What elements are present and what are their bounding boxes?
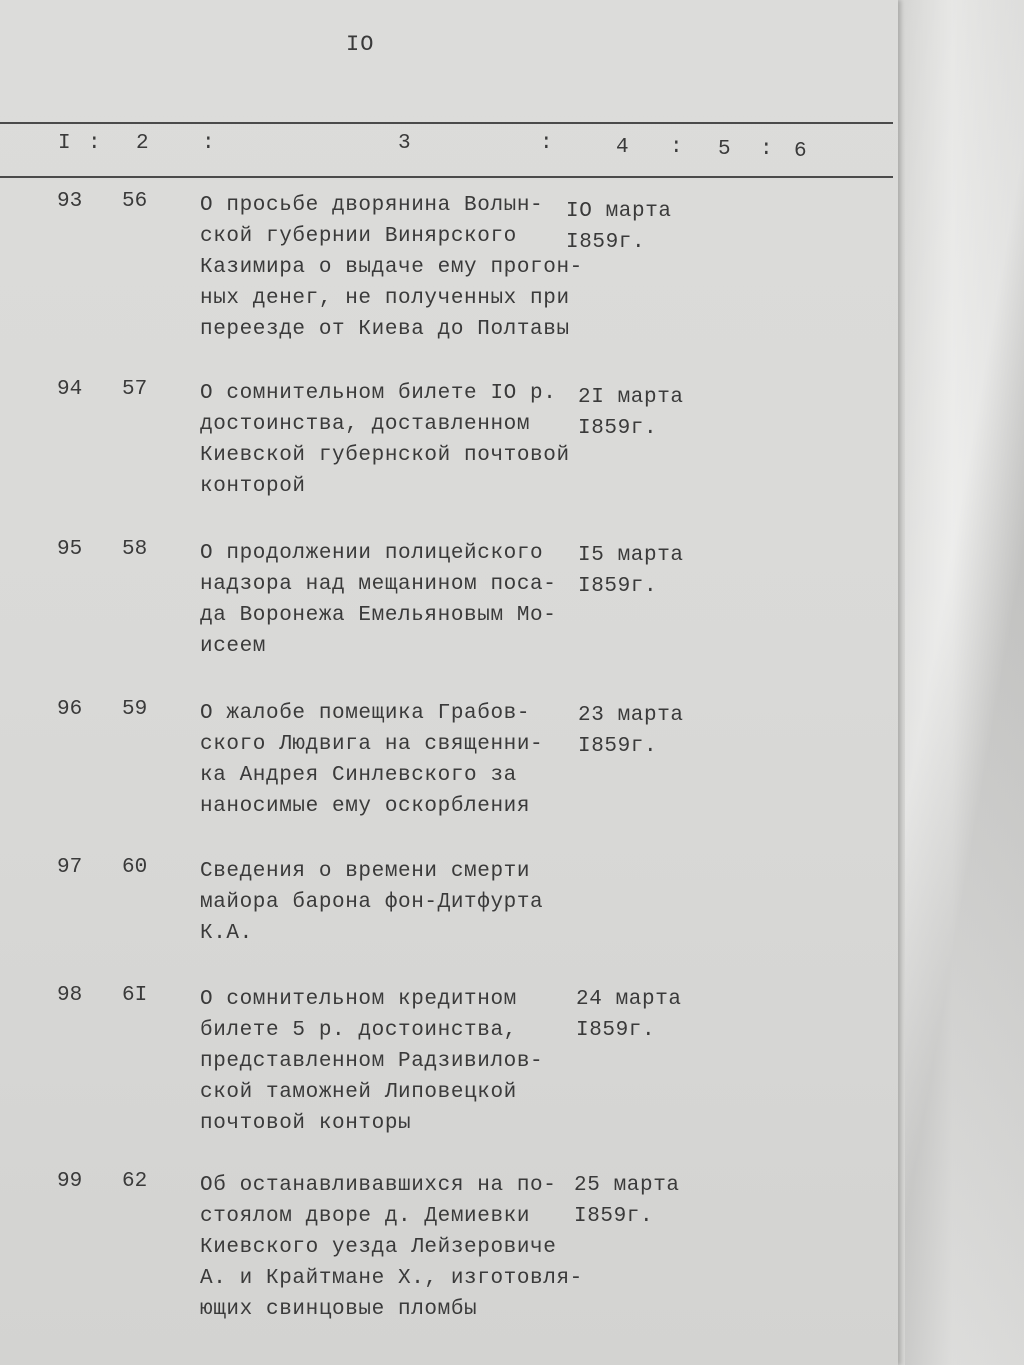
title-line: представленном Радзивилов- [200,1050,544,1073]
title-line: О продолжении полицейского [200,542,544,565]
title-line: почтовой конторы [200,1112,412,1135]
title-line: переезде от Киева до Полтавы [200,318,570,341]
title-line: Киевской губернской почтовой [200,444,570,467]
title-line: Казимира о выдаче ему прогон- [200,256,583,279]
case-number: 59 [122,698,148,721]
title-line: да Воронежа Емельяновым Мо- [200,604,557,627]
page-number: IO [346,32,375,57]
title-line: Киевского уезда Лейзеровиче [200,1236,557,1259]
date-year: I859г. [578,575,658,598]
entry-date [578,382,684,444]
column-separator: : [202,132,216,155]
column-header-3: 3 [398,132,412,155]
title-line: ка Андрея Синлевского за [200,764,517,787]
title-line: Об останавливавшихся на по- [200,1174,557,1197]
header-rule-top [0,122,893,124]
entry-number: 98 [57,984,83,1007]
entry-date [574,1170,680,1232]
entry-title [200,698,543,822]
case-number: 56 [122,190,148,213]
date-day: I5 марта [578,544,684,567]
entry-title [200,190,583,345]
case-number: 57 [122,378,148,401]
case-number: 62 [122,1170,148,1193]
title-line: ской таможней Липовецкой [200,1081,517,1104]
title-line: О просьбе дворянина Волын- [200,194,544,217]
title-line: достоинства, доставленном [200,413,531,436]
title-line: исеем [200,635,267,658]
entry-title [200,984,543,1139]
date-year: I859г. [578,417,658,440]
date-day: IO марта [566,200,672,223]
entry-title [200,1170,583,1325]
entry-title [200,378,570,502]
entry-date [578,700,684,762]
column-separator: : [670,136,684,159]
date-day: 23 марта [578,704,684,727]
entry-number: 96 [57,698,83,721]
column-header-1: I [58,132,72,155]
case-number: 58 [122,538,148,561]
title-line: ющих свинцовые пломбы [200,1298,478,1321]
date-year: I859г. [574,1205,654,1228]
date-day: 25 марта [574,1174,680,1197]
column-separator: : [760,138,774,161]
entry-number: 95 [57,538,83,561]
column-separator: : [88,132,102,155]
date-day: 24 марта [576,988,682,1011]
title-line: Сведения о времени смерти [200,860,531,883]
title-line: билете 5 р. достоинства, [200,1019,517,1042]
entry-date [576,984,682,1046]
title-line: стоялом дворе д. Демиевки [200,1205,531,1228]
column-separator: : [540,132,554,155]
entry-title [200,538,556,662]
header-rule-bottom [0,176,893,178]
entry-number: 94 [57,378,83,401]
title-line: О сомнительном кредитном [200,988,517,1011]
case-number: 60 [122,856,148,879]
column-header-6: 6 [794,140,808,163]
column-header-5: 5 [718,138,732,161]
entry-number: 99 [57,1170,83,1193]
entry-number: 97 [57,856,83,879]
paper-fold [905,0,1024,1365]
entry-date [578,540,684,602]
entry-title [200,856,543,949]
entry-number: 93 [57,190,83,213]
title-line: ской губернии Винярского [200,225,517,248]
title-line: надзора над мещанином поса- [200,573,557,596]
column-header-4: 4 [616,136,630,159]
title-line: А. и Крайтмане Х., изготовля- [200,1267,583,1290]
title-line: конторой [200,475,306,498]
entry-date [566,196,672,258]
title-line: О жалобе помещика Грабов- [200,702,531,725]
date-day: 2I марта [578,386,684,409]
title-line: К.А. [200,922,253,945]
date-year: I859г. [578,735,658,758]
title-line: О сомнительном билете IO р. [200,382,557,405]
title-line: ных денег, не полученных при [200,287,570,310]
title-line: майора барона фон-Дитфурта [200,891,544,914]
title-line: ского Людвига на священни- [200,733,544,756]
date-year: I859г. [576,1019,656,1042]
case-number: 6I [122,984,148,1007]
date-year: I859г. [566,231,646,254]
column-header-2: 2 [136,132,150,155]
title-line: наносимые ему оскорбления [200,795,531,818]
